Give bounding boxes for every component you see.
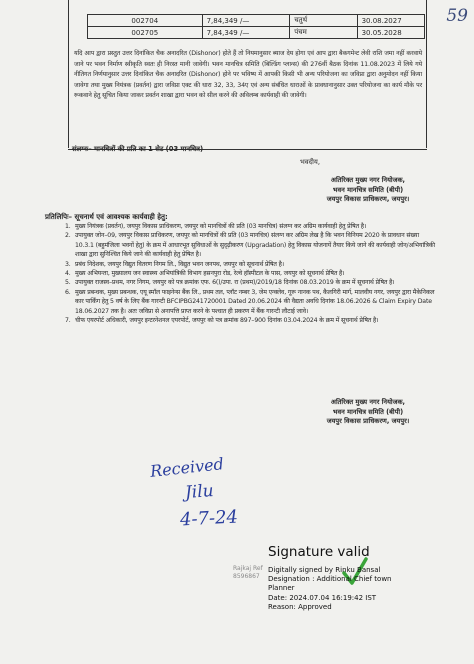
signatory-block-top [278, 176, 458, 205]
signature-valid-title: Signature valid [268, 544, 370, 560]
list-item-text: चीफ एयरपोर्ट अधिकारी, जयपुर इन्टरनेशनल एयरपोर्ट, जयपुर को पत्र क्रमांक 897–900 दिनांक 03.04.2024 के क्रम में सूचनार्थ प्रेषित है। [75, 317, 379, 325]
handwritten-date: 4-7-24 [179, 506, 239, 531]
list-item-number: 3. [65, 260, 71, 268]
signatory-line2: भवन मानचित्र समिति (बीपी) [332, 185, 404, 194]
table-cell-no: 002704 [88, 15, 203, 27]
copy-list [65, 222, 437, 325]
list-item-number: 4. [65, 270, 71, 278]
signatory-line2-bottom: भवन मानचित्र समिति (बीपी) [332, 407, 404, 416]
page-number: 59 [446, 6, 468, 26]
list-item-text: मुख्य नियंत्रक (प्रवर्तन), जयपुर विकास प्राधिकरण, जयपुर को मानचित्रों की प्रति (03 मानचित्र) संलग्न कर अग्रिम कार्यवाही हेतु प्रेषित है। [75, 223, 367, 230]
list-item [65, 222, 437, 231]
stamp-line1: Rajkaj Ref [233, 565, 263, 572]
list-item [65, 316, 437, 325]
frame-left-border [68, 0, 69, 148]
list-item [65, 231, 437, 259]
signature-line3: Planner [268, 584, 295, 593]
table-cell-date: 30.05.2028 [357, 27, 424, 39]
body-paragraph: यदि आप द्वारा प्रस्तुत उत्तर दिनांकित चैक अनादरित (Dishonor) होते हैं तो नियमानुसार ब्याज देय होगा एवं आप द्वारा बैकगमेन्ट लेवी राशि जमा नहीं करवाये जाने पर भवन निर्माण स्वीकृति स्वतः ही निरस्त मानी जावेगी। भवन मानचित्र समिति (बिल्डिंग प्लान्स) की 276वीं बैठक दिनांक 11.08.2023 में लिये गये नीतिगत निर्णयानुसार उत्तर दिनांकित चैक अनादरित (Dishonor) होने पर भविष्य में आपकी किसी भी अन्य परियोजना का जविप्रा द्वारा अनुमोदन नहीं किया जावेगा तथा मुख्य नियंत्रक (प्रवर्तन) द्वारा जविप्रा एक्ट की धारा 32, 33, 34ए एवं अन्य संबंधित धाराओं के प्रावधानानुसार उक्त परियोजना का कार्य मौके पर रूकवाने हेतु सूचित किया जाकर प्रवर्तन शाखा द्वारा भवन को सील करने की अविलम्ब कार्यवाही की जावेगी। [74, 50, 422, 100]
list-item-number: 6. [65, 288, 71, 296]
copy-heading: प्रतिलिपिः– सूचनार्थ एवं आवश्यक कार्यवाही हेतु: [45, 213, 168, 221]
table-cell-amount: 7,84,349 /— [202, 15, 290, 27]
signature-line4: Date: 2024.07.04 16:19:42 IST [268, 593, 377, 602]
enclosure-line: संलग्नः– मानचित्रों की प्रति का 1 सेट (03 मानचित्र) [72, 145, 204, 153]
list-item [65, 269, 437, 278]
signatory-line3-bottom: जयपुर विकास प्राधिकरण, जयपुर। [326, 417, 410, 425]
signatory-line1: अतिरिक्त मुख्य नगर नियोजक, [330, 176, 406, 184]
cheque-table [87, 14, 425, 39]
list-item [65, 260, 437, 269]
signatory-line1-bottom: अतिरिक्त मुख्य नगर नियोजक, [330, 398, 406, 406]
table-cell-installment: पंचम [290, 27, 357, 39]
handwritten-received: Received [149, 454, 225, 481]
list-item-number: 2. [65, 232, 71, 240]
list-item-text: उपायुक्त जोन–09, जयपुर विकास प्राधिकरण, जयपुर को मानचित्रों की प्रति (03 मानचित्र) संलग्न कर अग्रिम लेख है कि भवन विनियम 2020 के प्रावधान संख्या 10.3.1 (बहुमंजिला भवनों हेतु) के क्रम में आधारभूत सुविधाओं के सुदृढ़ीकरण (Upgradation) हेतु विकास योजनायें तैयार किये जाने की कार्यवाही जोन/अभियांत्रिकी शाखा द्वारा सुनिश्चित किये जाने की कार्यवाही हेतु प्रेषित है। [75, 232, 435, 259]
handwritten-initials: Jilu [184, 481, 215, 503]
table-cell-installment: चतुर्थ [290, 15, 357, 27]
rajkaj-stamp [233, 565, 263, 581]
digital-signature-block [268, 544, 392, 612]
table-cell-no: 002705 [88, 27, 203, 39]
list-item-text: मुख्य अभियन्ता, मुख्यालय जन स्वास्थ्य अभियांत्रिकी विभाग हसनपुरा रोड, रेल्वे हॉस्पीटल के पास, जयपुर को सूचनार्थ प्रेषित है। [75, 270, 345, 278]
list-item-number: 5. [65, 279, 71, 287]
signature-line5: Reason: Approved [268, 602, 332, 611]
signatory-block-bottom [278, 398, 458, 427]
list-item [65, 278, 437, 287]
list-item-number: 7. [65, 317, 71, 325]
table-row [88, 27, 425, 39]
table-cell-amount: 7,84,349 /— [202, 27, 290, 39]
list-item-text: उपायुक्त राजस्व–प्रथम, नगर निगम, जयपुर को पत्र क्रमांक एफ. 6()/उपा. रा (प्रथम)/2019/18 दिनांक 08.03.2019 के क्रम में सूचनार्थ प्रेषित है। [75, 279, 395, 287]
list-item-text: मुख्य प्रबन्धक, मुख्य प्रबन्धक, एयू स्मॉल फाइनेन्स बैंक लि., प्रथम तल, प्लॉट नम्बर 3, जेम एन्क्लेव, गूरू नानक पथ, कैलगिरी मार्ग, मालवीय नगर, जयपुर द्वारा मैकेनिकल कार पार्किंग हेतु 5 वर्ष के लिए बैंक गारन्टी BFCIPBG241720001 Dated 20.06.2024 की वैद्यता अवधि दिनांक 18.06.2026 & Claim Expiry Date 18.06.2027 तक है। अतः जविप्रा से अनापत्ति प्राप्त करने के पश्चात ही प्रकरण में बैंक गारन्टी लौटाई जावे। [75, 288, 435, 315]
list-item-number: 1. [65, 223, 71, 230]
signatory-line3: जयपुर विकास प्राधिकरण, जयपुर। [326, 195, 410, 203]
stamp-line2: 8596867 [233, 573, 260, 580]
frame-right-border [426, 0, 427, 148]
table-row [88, 15, 425, 27]
signature-line2: Designation : Additional Chief town [268, 575, 392, 584]
list-item-text: प्रबंध निदेशक, जयपुर विद्युत वितरण निगम लि., विद्युत भवन जनपथ, जयपुर को सूचनार्थ प्रेषित है। [75, 260, 284, 268]
list-item [65, 288, 437, 316]
closing-salutation: भवदीय, [300, 158, 321, 166]
signature-line1: Digitally signed by Rinku Bansal [268, 566, 381, 574]
table-cell-date: 30.08.2027 [357, 15, 424, 27]
